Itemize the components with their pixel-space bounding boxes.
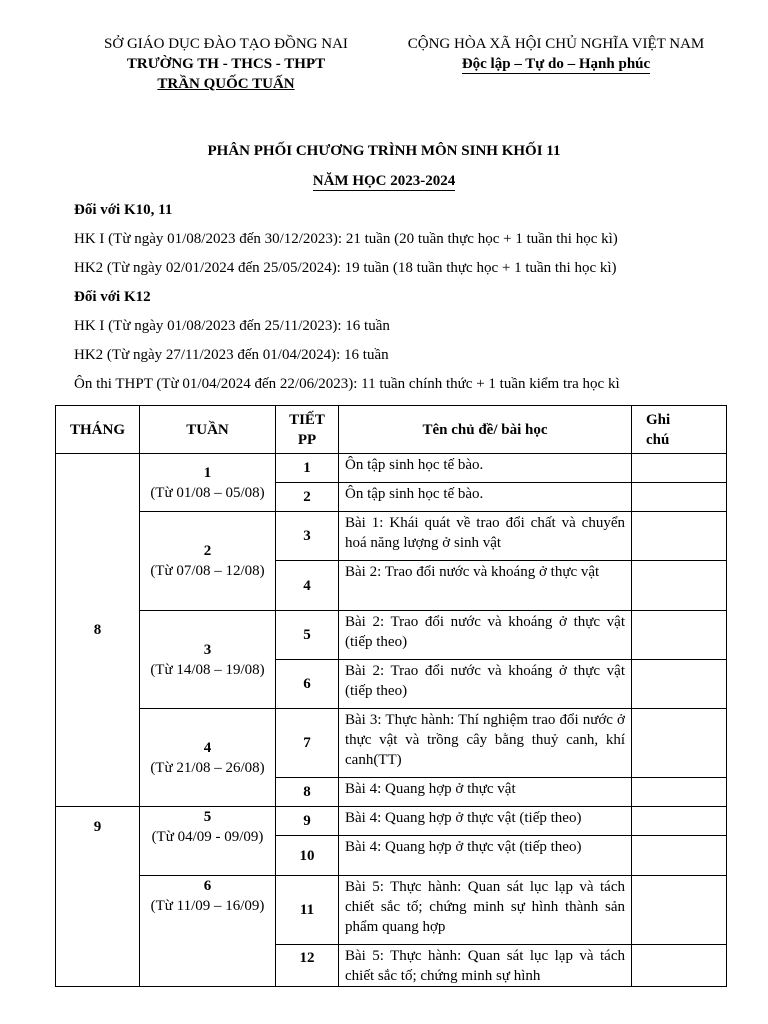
topic-cell: Bài 4: Quang hợp ở thực vật (tiếp theo) [339, 807, 632, 836]
note-cell [632, 945, 727, 987]
period-cell: 1 [276, 454, 339, 483]
topic-cell: Bài 2: Trao đổi nước và khoáng ở thực vật [339, 561, 632, 611]
note-cell [632, 561, 727, 611]
header-month: THÁNG [56, 406, 140, 454]
note-cell [632, 483, 727, 512]
period-cell: 3 [276, 512, 339, 561]
table-row [56, 709, 727, 778]
topic-cell: Bài 5: Thực hành: Quan sát lục lạp và tách chiết sắc tố; chứng minh sự hình thành sản phẩm quang hợp [339, 876, 632, 945]
table-header-row [56, 406, 727, 454]
topic-cell: Bài 4: Quang hợp ở thực vật (tiếp theo) [339, 836, 632, 876]
week-cell: 5 (Từ 04/09 - 09/09) [140, 807, 276, 876]
topic-cell: Bài 4: Quang hợp ở thực vật [339, 778, 632, 807]
note-cell [632, 709, 727, 778]
note-cell [632, 778, 727, 807]
table-row [56, 611, 727, 660]
topic-cell: Ôn tập sinh học tế bào. [339, 483, 632, 512]
k10-11-hk1: HK I (Từ ngày 01/08/2023 đến 30/12/2023): 21 tuần (20 tuần thực học + 1 tuần thi học kì) [74, 231, 618, 247]
period-cell: 6 [276, 660, 339, 709]
table-row [56, 807, 727, 836]
k10-11-heading: Đối với K10, 11 [74, 202, 173, 218]
note-cell [632, 836, 727, 876]
note-cell [632, 611, 727, 660]
k12-review: Ôn thi THPT (Từ 01/04/2024 đến 22/06/2023): 11 tuần chính thức + 1 tuần kiểm tra học kì [74, 376, 620, 392]
note-cell [632, 454, 727, 483]
topic-cell: Bài 1: Khái quát về trao đổi chất và chuyển hoá năng lượng ở sinh vật [339, 512, 632, 561]
note-cell [632, 512, 727, 561]
period-cell: 11 [276, 876, 339, 945]
curriculum-table [55, 405, 727, 987]
header-topic: Tên chủ đề/ bài học [339, 406, 632, 454]
topic-cell: Bài 2: Trao đổi nước và khoáng ở thực vật (tiếp theo) [339, 660, 632, 709]
nation-name: CỘNG HÒA XÃ HỘI CHỦ NGHĨA VIỆT NAM [407, 36, 705, 52]
topic-cell: Ôn tập sinh học tế bào. [339, 454, 632, 483]
period-cell: 4 [276, 561, 339, 611]
school-name-line1: TRƯỜNG TH - THCS - THPT [126, 56, 326, 72]
period-cell: 7 [276, 709, 339, 778]
k12-hk1: HK I (Từ ngày 01/08/2023 đến 25/11/2023): 16 tuần [74, 318, 390, 334]
header-right [380, 34, 732, 74]
week-cell: 1 (Từ 01/08 – 05/08) [140, 454, 276, 512]
document-title: PHÂN PHỐI CHƯƠNG TRÌNH MÔN SINH KHỐI 11 [207, 143, 561, 159]
period-cell: 5 [276, 611, 339, 660]
period-cell: 9 [276, 807, 339, 836]
month-cell: 9 [56, 807, 140, 987]
period-cell: 12 [276, 945, 339, 987]
period-cell: 2 [276, 483, 339, 512]
topic-cell: Bài 2: Trao đổi nước và khoáng ở thực vật (tiếp theo) [339, 611, 632, 660]
school-year: NĂM HỌC 2023-2024 [312, 173, 456, 189]
header-period: TIẾT PP [276, 406, 339, 454]
national-motto: Độc lập – Tự do – Hạnh phúc [461, 56, 651, 72]
note-cell [632, 660, 727, 709]
note-cell [632, 876, 727, 945]
week-cell: 4 (Từ 21/08 – 26/08) [140, 709, 276, 807]
note-cell [632, 807, 727, 836]
k12-hk2: HK2 (Từ ngày 27/11/2023 đến 01/04/2024): 16 tuần [74, 347, 389, 363]
topic-cell: Bài 3: Thực hành: Thí nghiệm trao đổi nước ở thực vật và trồng cây bằng thuỷ canh, khí canh(TT) [339, 709, 632, 778]
header-note: Ghi chú [632, 406, 727, 454]
period-cell: 10 [276, 836, 339, 876]
header-left [78, 34, 374, 94]
month-cell: 8 [56, 454, 140, 807]
week-cell: 6 (Từ 11/09 – 16/09) [140, 876, 276, 987]
table-row [56, 876, 727, 945]
department-name: SỞ GIÁO DỤC ĐÀO TẠO ĐỒNG NAI [104, 36, 348, 52]
table-row [56, 454, 727, 483]
table-row [56, 512, 727, 561]
school-name-line2: TRẦN QUỐC TUẤN [157, 76, 295, 92]
week-cell: 2 (Từ 07/08 – 12/08) [140, 512, 276, 611]
week-cell: 3 (Từ 14/08 – 19/08) [140, 611, 276, 709]
header-week: TUẦN [140, 406, 276, 454]
topic-cell: Bài 5: Thực hành: Quan sát lục lạp và tách chiết sắc tố; chứng minh sự hình [339, 945, 632, 987]
k10-11-hk2: HK2 (Từ ngày 02/01/2024 đến 25/05/2024): 19 tuần (18 tuần thực học + 1 tuần thi học kì) [74, 260, 617, 276]
k12-heading: Đối với K12 [74, 289, 151, 305]
period-cell: 8 [276, 778, 339, 807]
